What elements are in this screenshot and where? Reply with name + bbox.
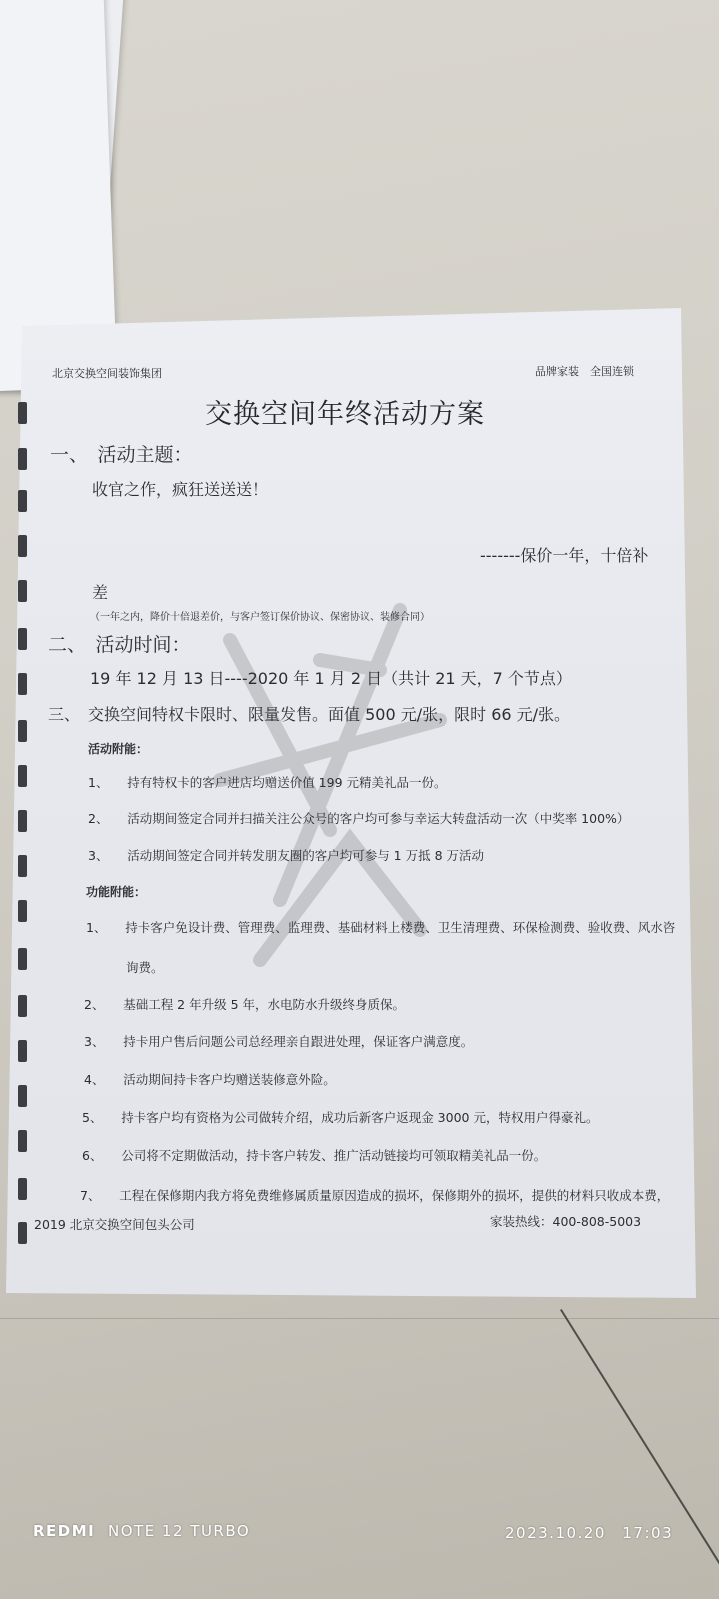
- function-item: 7、 工程在保修期内我方将免费维修属质量原因造成的损坏，保修期外的损坏，提供的材料只收成本费，: [80, 1188, 670, 1203]
- floor-tile-seam: [0, 1318, 719, 1319]
- section1-note: （一年之内，降价十倍退差价，与客户签订保价协议、保密协议、装修合同）: [90, 612, 430, 623]
- section1-guarantee: -------保价一年，十倍补: [480, 546, 649, 565]
- footer-company: 2019 北京交换空间包头公司: [34, 1217, 195, 1232]
- function-label: 功能附能：: [86, 885, 147, 899]
- function-item: 询费。: [126, 960, 164, 975]
- activity-label: 活动附能：: [88, 742, 149, 756]
- spiral-binding-holes: [18, 390, 32, 1290]
- section2-time: 19 年 12 月 13 日----2020 年 1 月 2 日（共计 21 天，7 个节点）: [90, 669, 572, 688]
- section1-heading: 一、 活动主题：: [50, 444, 193, 466]
- header-company-name: 北京交换空间装饰集团: [52, 367, 162, 380]
- function-item: 1、 持卡客户免设计费、管理费、监理费、基础材料上楼费、卫生清理费、环保检测费、验收费、风水咨: [86, 920, 676, 935]
- header-slogan: 品牌家装 全国连锁: [535, 365, 634, 378]
- section1-theme: 收官之作，疯狂送送送！: [92, 480, 269, 499]
- document-title: 交换空间年终活动方案: [205, 399, 485, 430]
- floor-tile-seam-diagonal: [560, 1309, 719, 1590]
- function-item: 5、 持卡客户均有资格为公司做转介绍，成功后新客户返现金 3000 元，特权用户得豪礼。: [82, 1110, 599, 1125]
- section1-guarantee-cont: 差: [92, 583, 109, 602]
- camera-brand: REDMI: [33, 1522, 96, 1540]
- activity-item: 2、 活动期间签定合同并扫描关注公众号的客户均可参与幸运大转盘活动一次（中奖率 100%）: [88, 811, 630, 826]
- section2-heading: 二、 活动时间：: [48, 634, 191, 656]
- camera-model: NOTE 12 TURBO: [108, 1522, 251, 1540]
- function-item: 2、 基础工程 2 年升级 5 年，水电防水升级终身质保。: [84, 997, 406, 1012]
- function-item: 4、 活动期间持卡客户均赠送装修意外险。: [84, 1072, 336, 1087]
- function-item: 3、 持卡用户售后问题公司总经理亲自跟进处理，保证客户满意度。: [84, 1034, 474, 1049]
- section3-heading: 三、 交换空间特权卡限时、限量发售。面值 500 元/张，限时 66 元/张。: [48, 705, 571, 724]
- function-item: 6、 公司将不定期做活动，持卡客户转发、推广活动链接均可领取精美礼品一份。: [82, 1148, 547, 1163]
- activity-item: 3、 活动期间签定合同并转发朋友圈的客户均可参与 1 万抵 8 万活动: [88, 848, 485, 863]
- activity-item: 1、 持有特权卡的客户进店均赠送价值 199 元精美礼品一份。: [88, 775, 447, 790]
- footer-hotline: 家装热线：400-808-5003: [490, 1214, 642, 1229]
- camera-datetime: 2023.10.20 17:03: [505, 1524, 674, 1542]
